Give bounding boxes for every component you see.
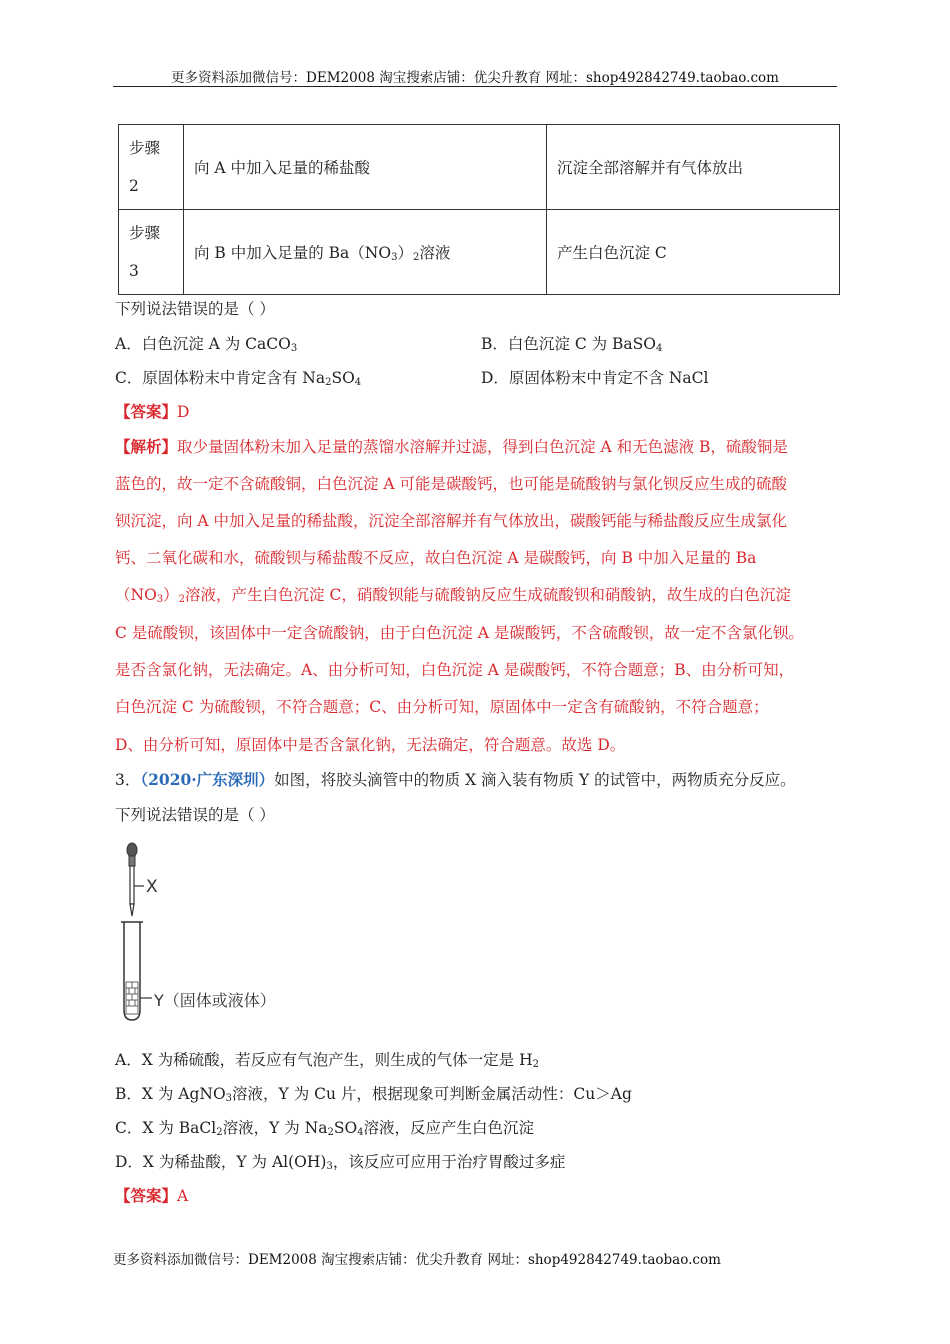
operation-cell: 向 A 中加入足量的稀盐酸: [184, 125, 547, 210]
table-row: [119, 125, 840, 210]
q2-analysis-line: 钙、二氧化碳和水，硫酸钡与稀盐酸不反应，故白色沉淀 A 是碳酸钙，向 B 中加入足量的 Ba: [115, 549, 757, 567]
q2-prompt: 下列说法错误的是（ ）: [115, 300, 275, 318]
q2-analysis-line: 钡沉淀，向 A 中加入足量的稀盐酸，沉淀全部溶解并有气体放出，碳酸钙能与稀盐酸反应生成氯化: [115, 512, 788, 530]
operation-cell: 向 B 中加入足量的 $Ba(NO_3)_2$溶液: [184, 210, 547, 295]
q3-option-c: C．X 为 BaCl$_2$溶液，Y 为 $Na_2SO_4$溶液，反应产生白色沉淀: [115, 1119, 535, 1138]
q3-option-d: D．X 为稀盐酸，Y 为 $Al(OH)_3$，该反应可应用于治疗胃酸过多症: [115, 1153, 566, 1172]
table-row: [119, 210, 840, 295]
experiment-table: [118, 124, 840, 295]
step-cell: 步骤 3: [119, 210, 184, 295]
label-y: Y（固体或液体）: [154, 991, 276, 1010]
q3-stem: 3．（2020·广东深圳）如图，将胶头滴管中的物质 X 滴入装有物质 Y 的试管中，两物质充分反应。: [115, 770, 796, 789]
step-cell: 步骤 2: [119, 125, 184, 210]
q2-analysis-line: C 是硫酸钡，该固体中一定含硫酸钠，由于白色沉淀 A 是碳酸钙，不含硫酸钡，故一定不含氯化钡。: [115, 624, 804, 642]
dropper-test-tube-figure: [118, 838, 298, 1028]
q2-option-d: D．原固体粉末中肯定不含 NaCl: [481, 369, 709, 387]
q2-analysis-line: 【解析】取少量固体粉末加入足量的蒸馏水溶解并过滤，得到白色沉淀 A 和无色滤液 B，硫酸铜是: [115, 437, 788, 456]
q2-analysis-line: $(NO_3)_2$溶液，产生白色沉淀 C，硝酸钡能与硫酸钠反应生成硫酸钡和硝酸钠，故生成的白色沉淀: [115, 586, 791, 605]
q2-analysis-line: 白色沉淀 C 为硫酸钡，不符合题意；C、由分析可知，原固体中一定含有硫酸钠，不符合题意；: [115, 698, 769, 716]
q2-answer: 【答案】D: [115, 402, 190, 421]
q3-answer: 【答案】A: [115, 1186, 189, 1205]
q2-option-c: C．原固体粉末中肯定含有 $Na_2SO_4$: [115, 369, 362, 388]
page-header: 更多资料添加微信号：DEM2008 淘宝搜索店铺：优尖升教育 网址：shop492842749.taobao.com: [171, 70, 779, 86]
header-divider: [113, 86, 837, 87]
q2-analysis-line: 蓝色的，故一定不含硫酸铜，白色沉淀 A 可能是碳酸钙，也可能是硫酸钠与氯化钡反应生成的硫酸: [115, 475, 788, 493]
result-cell: 产生白色沉淀 C: [547, 210, 840, 295]
result-cell: 沉淀全部溶解并有气体放出: [547, 125, 840, 210]
q2-analysis-line: D、由分析可知，原固体中是否含氯化钠，无法确定，符合题意。故选 D。: [115, 736, 626, 754]
q3-option-b: B．X 为 AgNO$_3$溶液，Y 为 Cu 片，根据现象可判断金属活动性：Cu＞Ag: [115, 1085, 632, 1104]
q2-analysis-line: 是否含氯化钠，无法确定。A、由分析可知，白色沉淀 A 是碳酸钙，不符合题意；B、由分析可知，: [115, 661, 795, 679]
page-footer: 更多资料添加微信号：DEM2008 淘宝搜索店铺：优尖升教育 网址：shop492842749.taobao.com: [113, 1252, 721, 1268]
label-x: X: [146, 877, 158, 897]
q3-prompt: 下列说法错误的是（ ）: [115, 806, 275, 824]
q3-option-a: A．X 为稀硫酸，若反应有气泡产生，则生成的气体一定是 $H_2$: [115, 1051, 539, 1070]
q2-option-b: B．白色沉淀 C 为 BaSO$_4$: [481, 335, 663, 354]
q2-option-a: A．白色沉淀 A 为 CaCO$_3$: [115, 335, 298, 354]
